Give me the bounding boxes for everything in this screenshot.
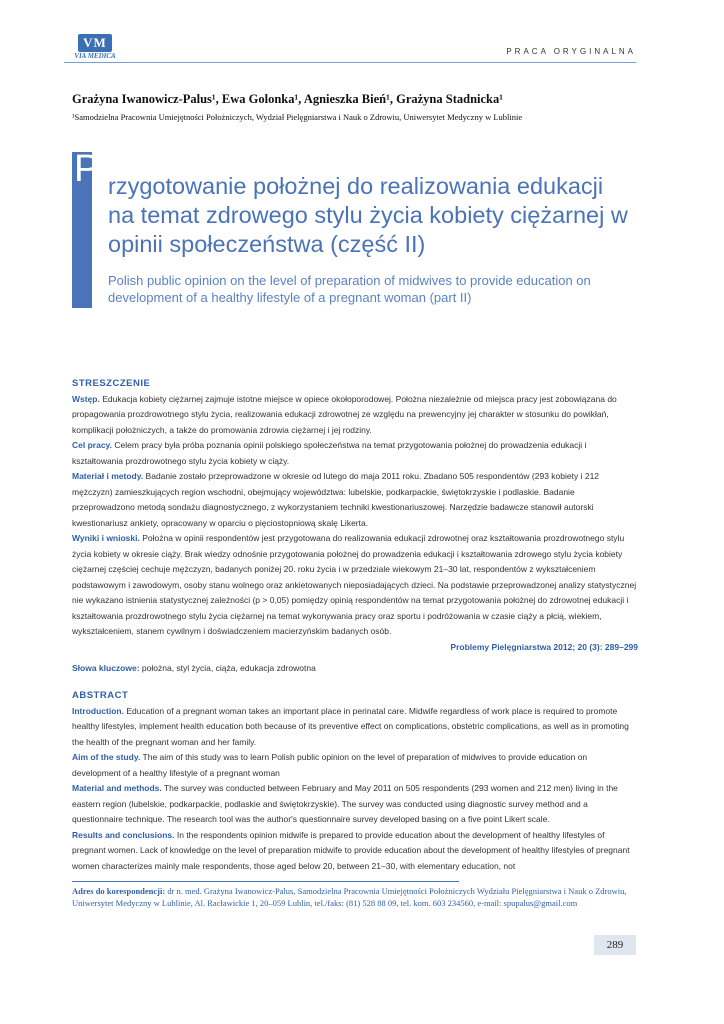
affiliation: ¹Samodzielna Pracownia Umiejętności Położniczych, Wydział Pielęgniarstwa i Nauk o Zdrowiu, Uniwersytet Medyczny w Lublinie [72, 112, 523, 122]
paragraph-label: Introduction. [72, 705, 124, 716]
logo-text: VIA MEDICA [74, 52, 116, 60]
page-number: 289 [594, 935, 636, 955]
correspondence-label: Adres do korespondencji: [72, 886, 166, 896]
paragraph-text: Edukacja kobiety ciężarnej zajmuje istotne miejsce w opiece okołoporodowej. Położna niezależnie od miejsca pracy jest zobowiązana do propagowania prozdrowotnego stylu życia, realizowania edukacji zdrowotnej ze względu na prewencyjny jej charakter w stosunku do powikłań, komplikacji położniczych, a także do promowania zdrowia ciężarnej i jej rodziny. [72, 393, 617, 435]
paragraph-label: Materiał i metody. [72, 471, 144, 481]
paragraph-text: Położna w opinii respondentów jest przygotowana do realizowania edukacji zdrowotnej oraz kształtowania prozdrowotnego stylu życia kobiety w okresie ciąży. Brak wiedzy odnośnie przygotowania położnej do prowadzenia edukacji i kształtowania zdrowego stylu życia kobiety ciężarnej częściej cechuje mężczyzn, badanych poniżej 20. roku życia i w przedziale wiekowym 21–30 lat, respondentów z wykształceniem podstawowym i zawodowym, osoby stanu wolnego oraz ankietowanych nieposiadających dzieci. Na podstawie przeprowadzonej analizy statystycznej nie wykazano istnienia statystycznej zależności (p > 0,05) pomiędzy opinią respondentów na temat przygotowania położnej do zdrowotnej edukacji i kształtowania prozdrowotnego stylu życia ciężarnej na temat wykonywania pracy oraz sportu i podróżowania w czasie ciąży a płcią, wiekiem, wykształceniem, stanem cywilnym i doświadczeniem macierzyńskim badanych osób. [72, 533, 637, 636]
streszczenie-paragraph [72, 531, 638, 640]
paragraph-text: Badanie zostało przeprowadzone w okresie od lutego do maja 2011 roku. Zbadano 505 respondentów (293 kobiety i 212 mężczyzn) zamieszkujących region wschodni, obejmujący województwa: lubelskie, podkarpackie, świętokrzyskie i podlaskie. Badanie przeprowadzono metodą sondażu diagnostycznego, z wykorzystaniem techniki kwestionariuszowej. Narzędzie badawcze stanowił autorski kwestionariusz ankiety, opracowany w oparciu o pięciostopniową skalę Likerta. [72, 471, 600, 528]
correspondence-footnote [72, 885, 638, 909]
abstract-paragraph [72, 781, 638, 828]
title-dropcap: P [74, 148, 100, 190]
paragraph-label: Results and conclusions. [72, 829, 175, 840]
streszczenie-heading: STRESZCZENIE [72, 378, 151, 389]
streszczenie-block [72, 376, 638, 677]
streszczenie-paragraph [72, 392, 638, 439]
article-subtitle: Polish public opinion on the level of preparation of midwives to provide education on development of a healthy lifestyle of a pregnant woman (part II) [108, 273, 591, 305]
paragraph-label: Wyniki i wnioski. [72, 533, 140, 543]
paragraph-label: Material and methods. [72, 783, 162, 793]
paragraph-label: Cel pracy. [72, 440, 113, 450]
logo-letters: VM [83, 35, 107, 50]
abstract-paragraph [72, 704, 638, 751]
streszczenie-paragraph [72, 469, 638, 531]
paragraph-text: Celem pracy była próba poznania opinii polskiego społeczeństwa na temat przygotowania położnej do prowadzenia edukacji i kształtowania prozdrowotnego stylu życia kobiety w ciąży. [72, 440, 587, 466]
streszczenie-paragraph [72, 438, 638, 469]
abstract-heading: ABSTRACT [72, 690, 129, 701]
paragraph-text: The survey was conducted between February and May 2011 on 505 respondents (293 women and 212 men) living in the eastern region (lubelskie, podkarpackie, podlaskie and świętokrzyskie). The survey was conducted using diagnostic survey method and a questionnaire technique. The research tool was the author's questionnaire survey developed basing on a five point Likert scale. [72, 783, 618, 824]
via-medica-logo [64, 34, 126, 64]
article-title: rzygotowanie położnej do realizowania edukacji na temat zdrowego stylu życia kobiety ciężarnej w opinii społeczeństwa (część II) [108, 173, 628, 257]
keywords-text: położna, styl życia, ciąża, edukacja zdrowotna [141, 663, 316, 673]
journal-reference: Problemy Pielęgniarstwa 2012; 20 (3): 289–299 [450, 641, 638, 652]
paragraph-text: The aim of this study was to learn Polish public opinion on the level of preparation of midwives to provide education on development of a healthy lifestyle of a pregnant woman [72, 752, 588, 778]
paragraph-label: Aim of the study. [72, 752, 141, 762]
paragraph-text: In the respondents opinion midwife is prepared to provide education about the development of healthy lifestyles of pregnant women. Lack of knowledge on the level of preparation midwife to provide education about the development of healthy lifestyles of pregnant women characterizes mainly male respondents, those aged below 20, between 21–30, with elementary education, not [72, 829, 630, 871]
footnote-divider [72, 881, 459, 882]
keywords-label: Słowa kluczowe: [72, 663, 140, 673]
paragraph-label: Wstęp. [72, 393, 100, 404]
section-label: PRACA ORYGINALNA [506, 47, 636, 56]
abstract-block [72, 688, 638, 874]
authors: Grażyna Iwanowicz-Palus¹, Ewa Golonka¹, Agnieszka Bień¹, Grażyna Stadnicka¹ [72, 92, 503, 106]
correspondence-text: dr n. med. Grażyna Iwanowicz-Palus, Samodzielna Pracownia Umiejętności Położniczych Wydziału Pielęgniarstwa i Nauk o Zdrowiu, Uniwersytet Medyczny w Lublinie, Al. Racławickie 1, 20–059 Lublin, tel./faks: (81) 528 88 09, tel. kom. 603 234560, e-mail: spupalus@gmail.com [72, 886, 627, 908]
abstract-paragraph [72, 828, 638, 875]
header-divider [64, 62, 636, 63]
keywords [72, 661, 638, 677]
abstract-paragraph [72, 750, 638, 781]
paragraph-text: Education of a pregnant woman takes an important place in perinatal care. Midwife regardless of work place is required to promote healthy lifestyles, implement health education both because of its preventive effect on complications, obstetric complications, as well as in promoting the health of the pregnant woman and her family. [72, 705, 629, 747]
